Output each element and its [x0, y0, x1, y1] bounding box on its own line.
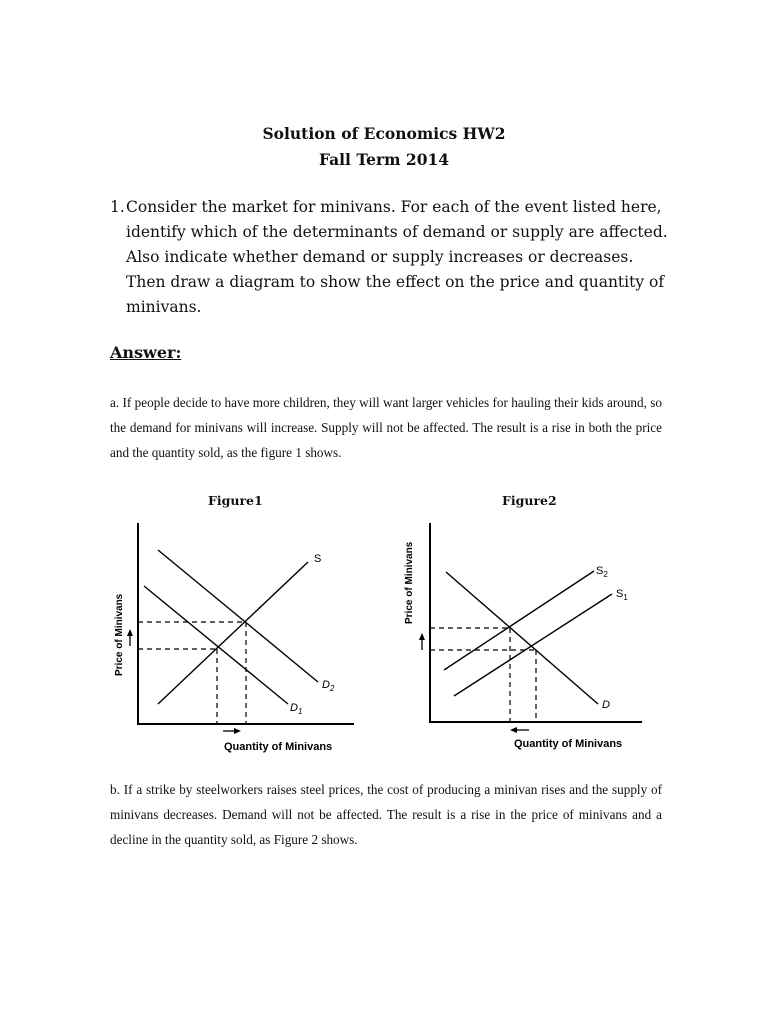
figure1-label-d1: $D_1$ — [290, 702, 303, 716]
figure1-y-axis-label: Price of Minivans — [114, 593, 125, 676]
answer-part-b: b. If a strike by steelworkers raises steel prices, the cost of producing a minivan rises and the supply of minivans decreases. Demand will not be affected. The result is a rise in the price of minivans and a decline in the quantity sold, as Figure 2 shows. — [110, 782, 662, 847]
figure2-quantity-left-arrow — [510, 727, 529, 733]
question-number: 1. — [110, 198, 125, 216]
figure2-supply-curve-s1 — [454, 594, 612, 696]
answer-heading: Answer: — [110, 343, 182, 362]
figure1-label-s: S — [314, 553, 322, 565]
figure2-label-s2: $S_2$ — [596, 565, 608, 579]
figure2-label-d: D — [602, 699, 610, 711]
figure2-label-s1: $S_1$ — [616, 588, 628, 602]
figure1-diagram — [108, 518, 368, 758]
figure2-x-axis-label: Quantity of Minivans — [514, 738, 623, 750]
figure1-caption: Figure1 — [208, 493, 263, 508]
document-subtitle: Fall Term 2014 — [318, 150, 450, 169]
figure1-demand-curve-d1 — [144, 586, 288, 704]
figure1-label-d2: $D_2$ — [322, 679, 335, 693]
figure2-diagram — [398, 518, 658, 758]
figure2-caption: Figure2 — [502, 493, 557, 508]
figure2-price-up-arrow — [419, 633, 425, 650]
figure2-y-axis-label: Price of Minivans — [404, 541, 415, 624]
figure1-price-up-arrow — [127, 629, 133, 646]
figure2-demand-curve — [446, 572, 598, 704]
answer-part-a: a. If people decide to have more children, they will want larger vehicles for hauling their kids around, so the demand for minivans will increase. Supply will not be affected. The result is a rise in both the price and the quantity sold, as the figure 1 shows. — [110, 395, 662, 460]
document-title: Solution of Economics HW2 — [262, 124, 506, 143]
figure1-quantity-right-arrow — [223, 728, 241, 734]
question-text: Consider the market for minivans. For each of the event listed here, identify which of the determinants of demand or supply are affected. Also indicate whether demand or supply increases or decreases. Then draw a diagram to show the effect on the price and quantity of minivans. — [126, 198, 668, 316]
figure1-supply-curve — [158, 562, 308, 704]
question-1 — [110, 195, 670, 320]
figure1-x-axis-label: Quantity of Minivans — [224, 741, 333, 753]
